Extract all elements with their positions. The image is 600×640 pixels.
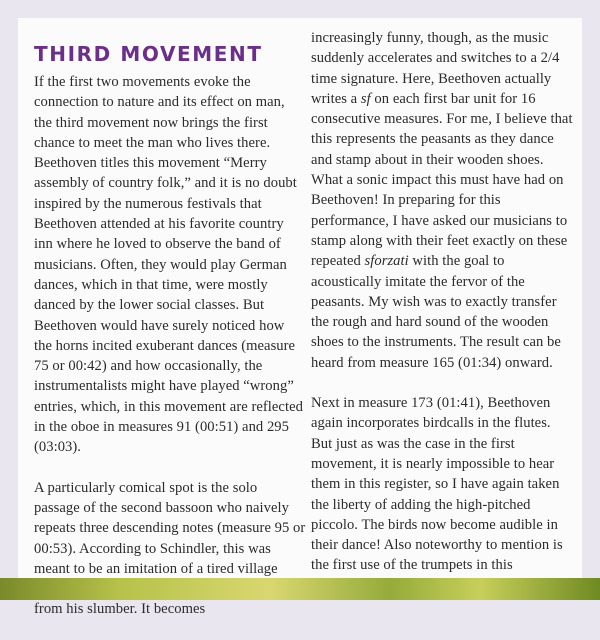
italic-term-sforzati: sforzati [364,253,409,270]
paragraph-peasant-dance [311,28,575,373]
left-column [34,32,306,640]
paragraph-intro: If the first two movements evoke the connection to nature and its effect on man, the third movement now brings the first chance to meet the man who lives there. Beethoven titles this movement “Merry assembly of country folk,” and it is no doubt inspired by the numerous festivals that Beethoven attended at his favorite country inn where he loved to observe the band of musicians. Often, they would play German dances, which in that time, were mostly danced by the lower social classes. But Beethoven would have surely noticed how the horns incited exuberant dances (measure 75 or 00:42) and how occasionally, the instrumentalists might have played “wrong” entries, which, in this movement are reflected in the oboe in measures 91 (00:51) and 295 (03:03). [34,74,303,456]
page [18,18,582,618]
text-run: increasingly funny, though, as the music suddenly accelerates and switches to a 2/4 time signature. Here, Beethoven actually writes a [311,30,560,107]
italic-term-sf: sf [360,90,371,107]
section-heading: THIRD MOVEMENT [34,42,263,66]
footer-green-band [0,578,600,600]
paragraph-birdcalls: Next in measure 173 (01:41), Beethoven again incorporates birdcalls in the flutes. But just as was the case in the first movement, it is nearly impossible to hear them in this register, so I have again taken the liberty of adding the high-pitched piccolo. The birds now become audible in their dance! Also noteworthy to mention is the first use of the trumpets in this [311,395,563,574]
right-column [311,28,575,616]
text-run: on each first bar unit for 16 consecutive measures. For me, I believe that this represents the peasants as they dance and stamp about in their wooden shoes. What a sonic impact this must have had on Beethoven! In preparing for this performance, I have asked our musicians to stamp along with their feet exactly on these repeated [311,90,573,270]
text-run: with the goal to acoustically imitate the fervor of the peasants. My wish was to exactly transfer the rough and hard sound of the wooden shoes to the instruments. The result can be heard from measure 165 (01:34) onward. [311,253,561,371]
paragraph-bassoon: A particularly comical spot is the solo passage of the second bassoon who naively repeats three descending notes (measure 95 or 00:53). According to Schindler, this was meant to be an imitation of a tired village from his slumber. It becomes [34,479,306,618]
